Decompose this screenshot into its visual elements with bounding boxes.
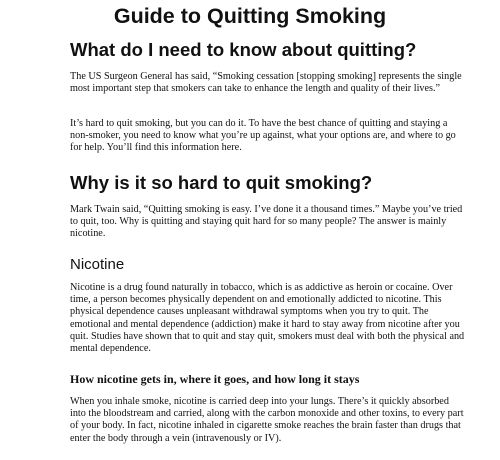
subsubsection-heading-how-nicotine: How nicotine gets in, where it goes, and how long it stays [70, 372, 360, 386]
paragraph-nicotine-absorption: When you inhale smoke, nicotine is carried deep into your lungs. There’s it quickly absorbed into the bloodstream and carried, along with the carbon monoxide and other toxins, to every part of your body. In fact, nicotine inhaled in cigarette smoke reaches the brain faster than drugs that enter the body through a vein (intravenously or IV). [70, 396, 464, 444]
paragraph-nicotine-drug: Nicotine is a drug found naturally in tobacco, which is as addictive as heroin or cocaine. Over time, a person becomes physically dependent on and emotionally addicted to nicotine. This physical dependence causes unpleasant withdrawal symptoms when you try to quit. The emotional and mental dependence (addiction) make it hard to stay away from nicotine after you quit. Studies have shown that to quit and stay quit, smokers must deal with both the physical and mental dependence. [70, 282, 465, 355]
paragraph-hard-to-quit: It’s hard to quit smoking, but you can do it. To have the best chance of quitting and staying a non-smoker, you need to know what you’re up against, what your options are, and where to go for help. You’ll find this information here. [70, 118, 456, 154]
document-title: Guide to Quitting Smoking [113, 4, 387, 28]
paragraph-mark-twain-quote: Mark Twain said, “Quitting smoking is easy. I’ve done it a thousand times.” Maybe you’ve tried to quit, too. Why is quitting and staying quit hard for so many people? The answer is mainly nicotine. [70, 204, 463, 240]
section-heading-why-hard: Why is it so hard to quit smoking? [70, 172, 373, 193]
paragraph-surgeon-general-quote: The US Surgeon General has said, “Smoking cessation [stopping smoking] represents the single most important step that smokers can take to enhance the length and quality of their lives.” [70, 71, 462, 95]
subsection-heading-nicotine: Nicotine [70, 256, 125, 273]
section-heading-what-to-know: What do I need to know about quitting? [70, 39, 417, 60]
